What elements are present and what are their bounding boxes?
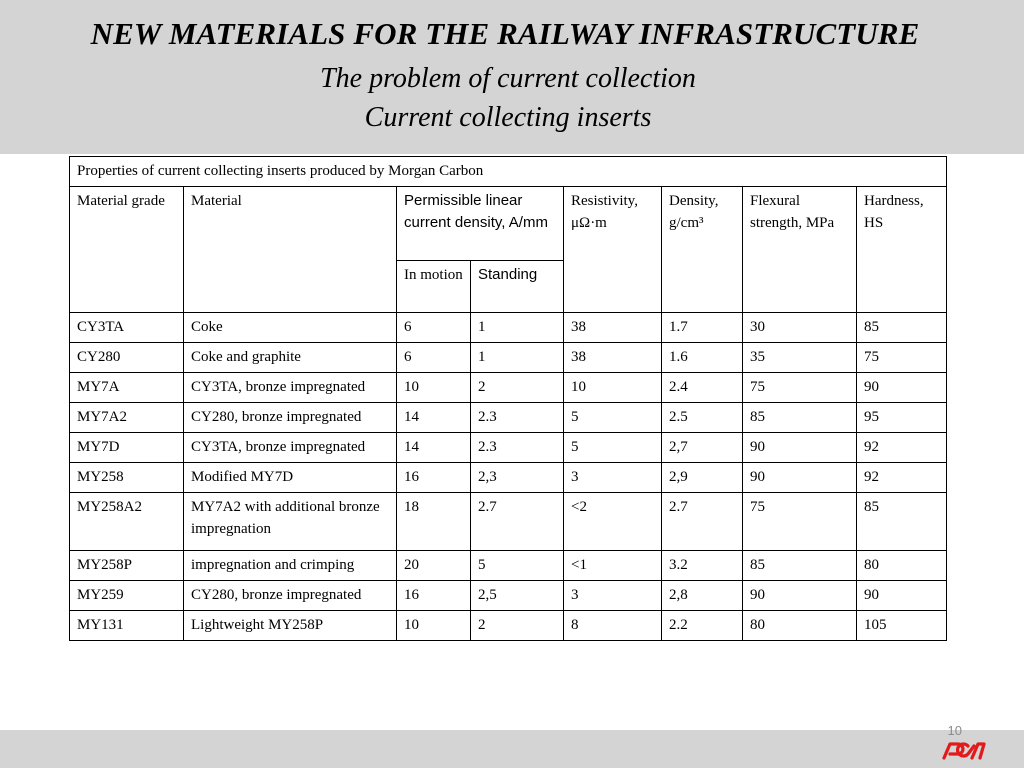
table-row — [70, 433, 947, 463]
rzd-logo-icon — [940, 738, 988, 762]
cell-standing: 5 — [471, 551, 564, 581]
slide-subtitle-1: The problem of current collection — [320, 63, 696, 94]
cell-standing: 1 — [471, 343, 564, 373]
cell-standing: 2.3 — [471, 433, 564, 463]
table-header-row — [70, 187, 947, 261]
cell-grade: CY280 — [70, 343, 184, 373]
cell-hardness: 80 — [857, 551, 947, 581]
table-row — [70, 343, 947, 373]
cell-density: 3.2 — [662, 551, 743, 581]
cell-in-motion: 16 — [397, 581, 471, 611]
cell-hardness: 90 — [857, 373, 947, 403]
cell-hardness: 85 — [857, 493, 947, 551]
table-row — [70, 581, 947, 611]
header-current-density: Permissible linear current density, A/mm — [397, 187, 564, 261]
cell-grade: MY258A2 — [70, 493, 184, 551]
cell-flexural: 85 — [743, 403, 857, 433]
cell-in-motion: 18 — [397, 493, 471, 551]
cell-in-motion: 14 — [397, 403, 471, 433]
cell-in-motion: 10 — [397, 373, 471, 403]
cell-in-motion: 6 — [397, 313, 471, 343]
cell-material: CY3TA, bronze impregnated — [184, 373, 397, 403]
header-material-grade: Material grade — [70, 187, 184, 313]
cell-material: MY7A2 with additional bronze impregnation — [184, 493, 397, 551]
cell-material: CY3TA, bronze impregnated — [184, 433, 397, 463]
cell-resistivity: <1 — [564, 551, 662, 581]
cell-hardness: 90 — [857, 581, 947, 611]
cell-resistivity: 10 — [564, 373, 662, 403]
cell-grade: MY258 — [70, 463, 184, 493]
cell-standing: 2 — [471, 611, 564, 641]
cell-density: 2.5 — [662, 403, 743, 433]
cell-flexural: 90 — [743, 581, 857, 611]
page-number: 10 — [947, 723, 962, 738]
cell-in-motion: 20 — [397, 551, 471, 581]
header-flexural-strength: Flexural strength, MPa — [743, 187, 857, 313]
cell-hardness: 85 — [857, 313, 947, 343]
header-material: Material — [184, 187, 397, 313]
cell-resistivity: 5 — [564, 403, 662, 433]
cell-density: 2,9 — [662, 463, 743, 493]
header-in-motion: In motion — [397, 261, 471, 313]
cell-density: 2,8 — [662, 581, 743, 611]
cell-material: CY280, bronze impregnated — [184, 403, 397, 433]
cell-resistivity: 5 — [564, 433, 662, 463]
cell-material: Modified MY7D — [184, 463, 397, 493]
header-hardness: Hardness, HS — [857, 187, 947, 313]
cell-hardness: 95 — [857, 403, 947, 433]
cell-hardness: 92 — [857, 463, 947, 493]
cell-in-motion: 6 — [397, 343, 471, 373]
cell-flexural: 35 — [743, 343, 857, 373]
cell-standing: 2.7 — [471, 493, 564, 551]
cell-material: CY280, bronze impregnated — [184, 581, 397, 611]
cell-flexural: 85 — [743, 551, 857, 581]
cell-density: 2.4 — [662, 373, 743, 403]
header-density: Density, g/cm³ — [662, 187, 743, 313]
cell-material: Coke — [184, 313, 397, 343]
cell-resistivity: <2 — [564, 493, 662, 551]
footer-band — [0, 730, 1024, 768]
cell-density: 2.2 — [662, 611, 743, 641]
cell-standing: 2,3 — [471, 463, 564, 493]
cell-grade: MY7A — [70, 373, 184, 403]
cell-grade: CY3TA — [70, 313, 184, 343]
cell-in-motion: 14 — [397, 433, 471, 463]
cell-in-motion: 10 — [397, 611, 471, 641]
cell-material: Coke and graphite — [184, 343, 397, 373]
cell-density: 1.6 — [662, 343, 743, 373]
cell-flexural: 90 — [743, 463, 857, 493]
cell-flexural: 80 — [743, 611, 857, 641]
header-resistivity: Resistivity, μΩ·m — [564, 187, 662, 313]
cell-material: Lightweight MY258P — [184, 611, 397, 641]
cell-standing: 2,5 — [471, 581, 564, 611]
cell-flexural: 90 — [743, 433, 857, 463]
table-row — [70, 551, 947, 581]
header-standing: Standing — [471, 261, 564, 313]
table-caption: Properties of current collecting inserts produced by Morgan Carbon — [70, 157, 947, 187]
cell-grade: MY7D — [70, 433, 184, 463]
cell-hardness: 75 — [857, 343, 947, 373]
cell-material: impregnation and crimping — [184, 551, 397, 581]
cell-standing: 2.3 — [471, 403, 564, 433]
cell-resistivity: 8 — [564, 611, 662, 641]
cell-grade: MY259 — [70, 581, 184, 611]
table-caption-row — [70, 157, 947, 187]
table-row — [70, 373, 947, 403]
properties-table — [69, 156, 947, 641]
cell-hardness: 105 — [857, 611, 947, 641]
cell-density: 1.7 — [662, 313, 743, 343]
slide-title: NEW MATERIALS FOR THE RAILWAY INFRASTRUCTURE — [90, 16, 920, 51]
cell-resistivity: 38 — [564, 313, 662, 343]
cell-in-motion: 16 — [397, 463, 471, 493]
cell-flexural: 75 — [743, 493, 857, 551]
table-row — [70, 403, 947, 433]
cell-standing: 1 — [471, 313, 564, 343]
slide-subtitle-2: Current collecting inserts — [364, 102, 652, 133]
cell-resistivity: 38 — [564, 343, 662, 373]
cell-standing: 2 — [471, 373, 564, 403]
table-row — [70, 463, 947, 493]
cell-resistivity: 3 — [564, 581, 662, 611]
cell-grade: MY258P — [70, 551, 184, 581]
cell-grade: MY131 — [70, 611, 184, 641]
cell-grade: MY7A2 — [70, 403, 184, 433]
cell-resistivity: 3 — [564, 463, 662, 493]
table-row — [70, 611, 947, 641]
cell-flexural: 30 — [743, 313, 857, 343]
cell-flexural: 75 — [743, 373, 857, 403]
cell-density: 2,7 — [662, 433, 743, 463]
cell-hardness: 92 — [857, 433, 947, 463]
cell-density: 2.7 — [662, 493, 743, 551]
table-row — [70, 313, 947, 343]
table-row — [70, 493, 947, 551]
